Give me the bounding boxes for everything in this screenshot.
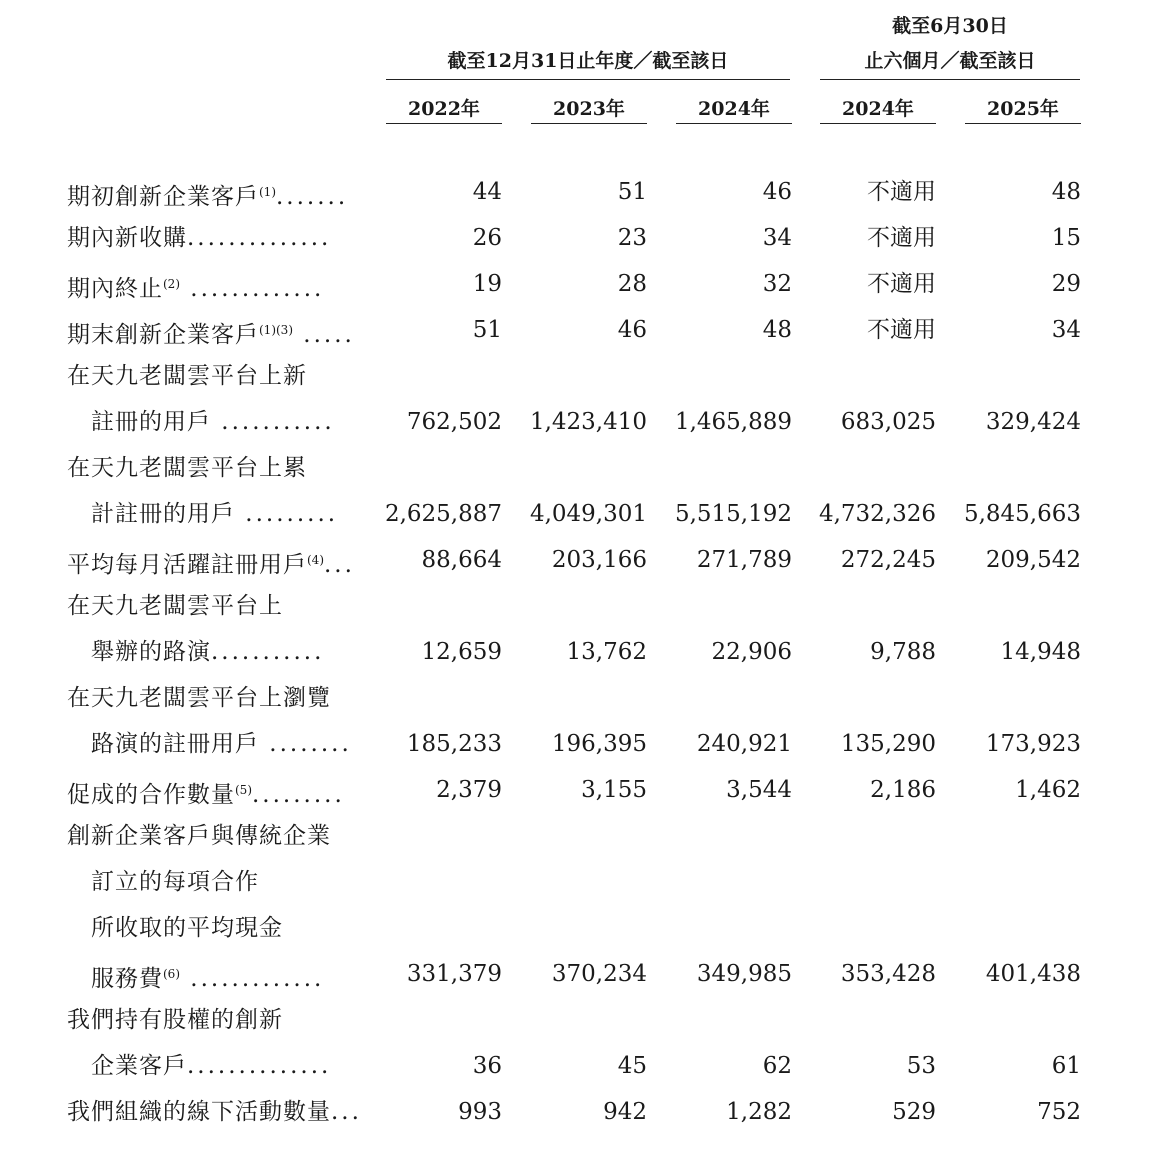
cell-value: 13,762 [566,639,647,665]
cell-value: 240,921 [696,731,792,757]
cell-value: 272,245 [840,547,936,573]
table-row [0,1049,1158,1083]
year-header: 2022年 [408,98,480,120]
cell-value: 14,948 [1000,639,1081,665]
row-label [91,405,353,439]
cell-value: 34 [1051,317,1081,343]
leader-dots: ..... [293,322,355,348]
cell-value: 不適用 [867,179,936,205]
table-row [0,175,1158,209]
cell-value: 51 [472,317,502,343]
row-label [67,819,353,853]
row-label [67,773,353,807]
group2-rule [820,79,1080,80]
cell-value: 209,542 [985,547,1081,573]
row-label-text: 註冊的用戶 [91,409,211,435]
row-label [67,175,353,209]
year-rule [531,123,647,124]
row-label-text: 在天九老闆雲平台上新 [67,363,307,389]
table-row [0,957,1158,991]
cell-value: 762,502 [406,409,502,435]
cell-value: 29 [1051,271,1081,297]
year-header: 2025年 [987,98,1059,120]
cell-value: 15 [1051,225,1081,251]
row-label [91,957,353,991]
cell-value: 4,049,301 [529,501,647,527]
table-row [0,819,1158,853]
year-rule [676,123,792,124]
row-label [67,681,353,715]
row-label-text: 促成的合作數量 [67,782,235,808]
row-label [67,359,353,393]
year-rule [820,123,936,124]
row-label-text: 在天九老闆雲平台上 [67,593,283,619]
cell-value: 2,625,887 [384,501,502,527]
row-label-text: 在天九老闆雲平台上瀏覽 [67,685,331,711]
row-label-text: 期初創新企業客戶 [67,184,259,210]
cell-value: 45 [617,1053,647,1079]
row-label [67,451,353,485]
cell-value: 36 [472,1053,502,1079]
year-header: 2024年 [842,98,914,120]
footnote-marker: (6) [163,967,180,981]
cell-value: 46 [762,179,792,205]
row-label-text: 舉辦的路演 [91,639,211,665]
cell-value: 61 [1051,1053,1081,1079]
leader-dots: ......... [252,782,345,808]
cell-value: 22,906 [711,639,792,665]
cell-value: 48 [1051,179,1081,205]
cell-value: 34 [762,225,792,251]
row-label [91,635,353,669]
leader-dots: ... [324,552,355,578]
leader-dots: ............. [180,276,325,302]
row-label-text: 服務費 [91,966,163,992]
cell-value: 44 [472,179,502,205]
cell-value: 62 [762,1053,792,1079]
row-label-text: 企業客戶 [91,1053,187,1079]
cell-value: 752 [1037,1099,1081,1125]
cell-value: 3,155 [581,777,647,803]
cell-value: 993 [458,1099,502,1125]
cell-value: 9,788 [870,639,936,665]
leader-dots: ............. [180,966,325,992]
footnote-marker: (2) [163,277,180,291]
footnote-marker: (4) [307,553,324,567]
leader-dots: ... [331,1099,362,1125]
cell-value: 不適用 [867,317,936,343]
cell-value: 1,462 [1015,777,1081,803]
row-label-text: 我們持有股權的創新 [67,1007,283,1033]
group2-title-line2: 止六個月／截至該日 [864,50,1036,72]
cell-value: 不適用 [867,271,936,297]
leader-dots: .............. [187,1053,332,1079]
table-row [0,865,1158,899]
row-label-text: 創新企業客戶與傳統企業 [67,823,331,849]
table-row [0,451,1158,485]
cell-value: 48 [762,317,792,343]
cell-value: 2,379 [436,777,502,803]
leader-dots: ........... [211,409,335,435]
table-row [0,635,1158,669]
row-label-text: 期末創新企業客戶 [67,322,259,348]
cell-value: 28 [617,271,647,297]
footnote-marker: (1) [259,185,276,199]
cell-value: 401,438 [985,961,1081,987]
table-row [0,681,1158,715]
table-row [0,727,1158,761]
leader-dots: ........... [211,639,325,665]
cell-value: 271,789 [696,547,792,573]
cell-value: 53 [906,1053,936,1079]
year-header: 2024年 [698,98,770,120]
table-row [0,773,1158,807]
cell-value: 5,845,663 [963,501,1081,527]
cell-value: 196,395 [551,731,647,757]
footnote-marker: (5) [235,783,252,797]
cell-value: 370,234 [551,961,647,987]
cell-value: 88,664 [421,547,502,573]
cell-value: 12,659 [421,639,502,665]
row-label [91,1049,353,1083]
cell-value: 331,379 [406,961,502,987]
table-row [0,313,1158,347]
cell-value: 135,290 [840,731,936,757]
cell-value: 203,166 [551,547,647,573]
cell-value: 不適用 [867,225,936,251]
row-label-text: 期內新收購 [67,225,187,251]
row-label [91,727,353,761]
cell-value: 46 [617,317,647,343]
cell-value: 2,186 [870,777,936,803]
cell-value: 1,282 [726,1099,792,1125]
table-row [0,359,1158,393]
table-row [0,911,1158,945]
row-label [91,497,353,531]
row-label [67,1095,362,1129]
cell-value: 329,424 [985,409,1081,435]
row-label [91,911,353,945]
footnote-marker: (1)(3) [259,323,293,337]
cell-value: 23 [617,225,647,251]
leader-dots: .............. [187,225,332,251]
row-label-text: 所收取的平均現金 [91,915,283,941]
table-row [0,221,1158,255]
row-label [67,1003,353,1037]
table-row [0,589,1158,623]
row-label-text: 平均每月活躍註冊用戶 [67,552,307,578]
cell-value: 3,544 [726,777,792,803]
row-label-text: 路演的註冊用戶 [91,731,259,757]
leader-dots: ........ [259,731,352,757]
cell-value: 51 [617,179,647,205]
year-rule [386,123,502,124]
table-row [0,1095,1158,1129]
cell-value: 32 [762,271,792,297]
cell-value: 1,465,889 [674,409,792,435]
group1-title: 截至12月31日止年度／截至該日 [447,50,729,72]
row-label-text: 我們組織的線下活動數量 [67,1099,331,1125]
row-label-text: 訂立的每項合作 [91,869,259,895]
table-row [0,497,1158,531]
leader-dots: ....... [276,184,349,210]
row-label [67,589,353,623]
leader-dots: ......... [235,501,339,527]
group1-rule [386,79,790,80]
group2-title-line1: 截至6月30日 [892,15,1008,37]
row-label-text: 期內終止 [67,276,163,302]
cell-value: 4,732,326 [818,501,936,527]
table-row [0,1003,1158,1037]
row-label [67,543,353,577]
row-label [91,865,353,899]
row-label [67,267,353,301]
cell-value: 942 [603,1099,647,1125]
table-row [0,543,1158,577]
cell-value: 353,428 [840,961,936,987]
row-label-text: 在天九老闆雲平台上累 [67,455,307,481]
year-header: 2023年 [553,98,625,120]
table-row [0,405,1158,439]
cell-value: 173,923 [985,731,1081,757]
row-label [67,313,353,347]
cell-value: 683,025 [840,409,936,435]
row-label [67,221,353,255]
cell-value: 26 [472,225,502,251]
cell-value: 529 [892,1099,936,1125]
table-row [0,267,1158,301]
cell-value: 5,515,192 [674,501,792,527]
year-rule [965,123,1081,124]
cell-value: 349,985 [696,961,792,987]
row-label-text: 計註冊的用戶 [91,501,235,527]
cell-value: 185,233 [406,731,502,757]
cell-value: 1,423,410 [529,409,647,435]
cell-value: 19 [472,271,502,297]
